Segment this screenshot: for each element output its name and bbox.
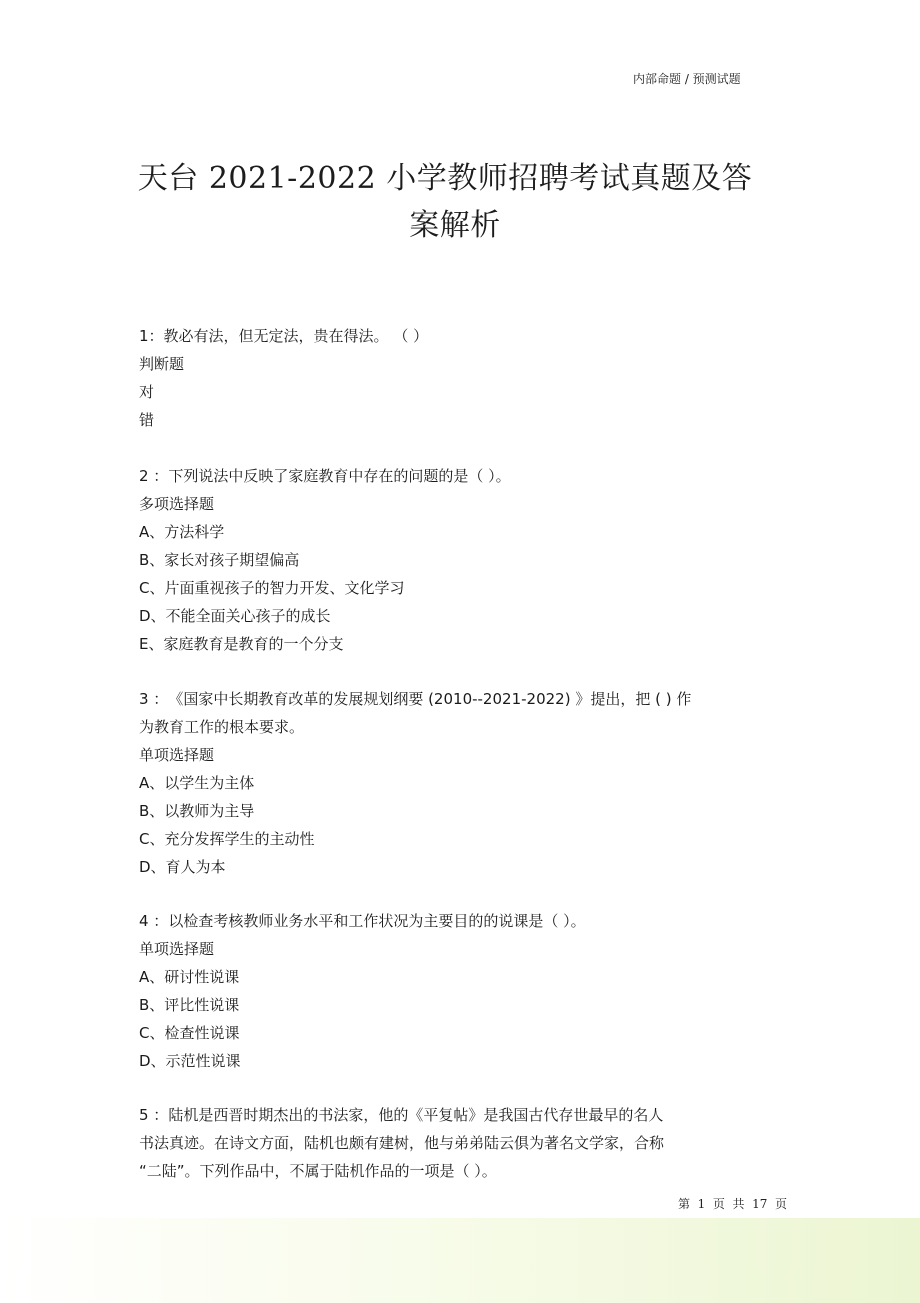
question-4 (139, 907, 789, 1075)
option-d: D、育人为本 (139, 858, 226, 876)
question-type: 判断题 (139, 355, 185, 373)
question-text: 《国家中长期教育改革的发展规划纲要 (2010--2021-2022) 》提出，把 ( ) 作 (168, 690, 692, 708)
decorative-footer-band (0, 1218, 920, 1303)
question-3 (139, 685, 789, 881)
option-d: D、不能全面关心孩子的成长 (139, 607, 331, 625)
question-2-stem (139, 462, 789, 490)
option-e: E、家庭教育是教育的一个分支 (139, 635, 344, 653)
question-5-stem-line-2: 书法真迹。在诗文方面，陆机也颇有建树，他与弟弟陆云俱为著名文学家，合称 (139, 1134, 665, 1152)
question-3-stem-line-1 (139, 685, 789, 713)
option-true: 对 (139, 383, 155, 401)
option-c: C、检查性说课 (139, 1024, 240, 1042)
question-5-stem-line-1 (139, 1101, 789, 1129)
option-a: A、以学生为主体 (139, 774, 255, 792)
question-2 (139, 462, 789, 658)
question-1-stem (139, 322, 789, 350)
question-number: 4 ： (139, 912, 169, 930)
question-type: 单项选择题 (139, 746, 215, 764)
question-text: 陆机是西晋时期杰出的书法家，他的《平复帖》是我国古代存世最早的名人 (168, 1106, 664, 1124)
question-1 (139, 322, 789, 434)
question-type: 单项选择题 (139, 940, 215, 958)
question-5 (139, 1101, 789, 1185)
option-a: A、研讨性说课 (139, 968, 240, 986)
question-number: 5 ： (139, 1106, 169, 1124)
option-c: C、片面重视孩子的智力开发、文化学习 (139, 579, 405, 597)
question-text: 以检查考核教师业务水平和工作状况为主要目的的说课是（ ）。 (168, 912, 586, 930)
question-type: 多项选择题 (139, 495, 215, 513)
page-header: 内部命题 / 预测试题 (633, 72, 741, 86)
option-false: 错 (139, 411, 155, 429)
option-b: B、以教师为主导 (139, 802, 255, 820)
option-b: B、评比性说课 (139, 996, 240, 1014)
document-title-line-2: 案解析 (409, 208, 501, 243)
option-a: A、方法科学 (139, 523, 225, 541)
document-title-line-1: 天台 2021-2022 小学教师招聘考试真题及答 (137, 161, 753, 196)
question-text: 教必有法，但无定法，贵在得法。 （ ） (163, 327, 429, 345)
question-number: 2 ： (139, 467, 169, 485)
question-4-stem (139, 907, 789, 935)
question-number: 1： (139, 327, 164, 345)
question-3-stem-line-2: 为教育工作的根本要求。 (139, 718, 305, 736)
option-c: C、充分发挥学生的主动性 (139, 830, 315, 848)
question-number: 3 ： (139, 690, 169, 708)
option-b: B、家长对孩子期望偏高 (139, 551, 300, 569)
option-d: D、示范性说课 (139, 1052, 241, 1070)
question-text: 下列说法中反映了家庭教育中存在的问题的是（ ）。 (168, 467, 511, 485)
question-5-stem-line-3: “二陆”。下列作品中，不属于陆机作品的一项是（ ）。 (139, 1162, 497, 1180)
page-number: 第 1 页 共 17 页 (678, 1197, 788, 1211)
